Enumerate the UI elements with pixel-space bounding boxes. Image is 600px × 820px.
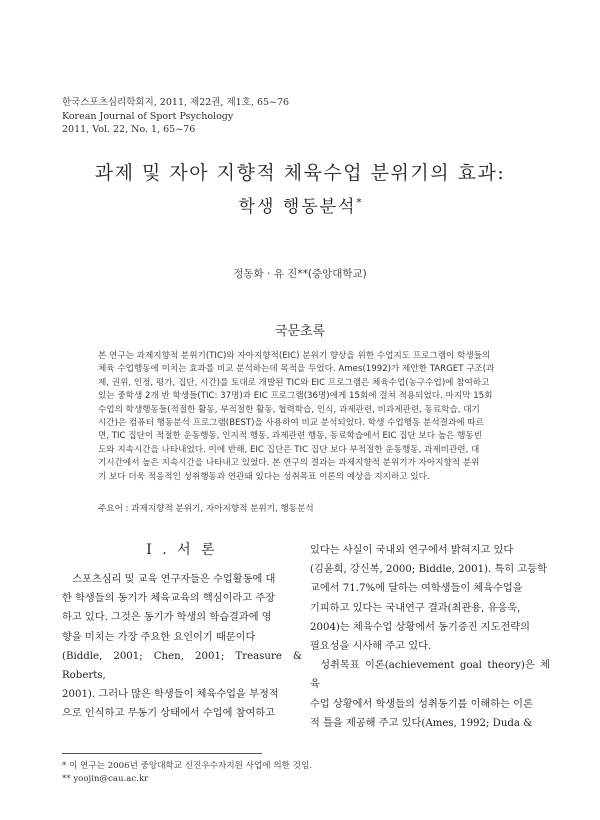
body-line: (Biddle, 2001; Chen, 2001; Treasure & Roberts, [62,650,302,682]
body-line: 2001). 그러나 많은 학생들이 체육수업을 부정적 [62,689,279,701]
paper-title: 과제 및 자아 지향적 체육수업 분위기의 효과: [94,162,506,184]
body-line: (김윤희, 강신복, 2000; Biddle, 2001). 특히 고등학 [310,564,547,576]
abstract-line: 기시간에서 높은 지속시간을 나타내고 있었다. 본 연구의 결과는 과제지향적 분위기가 자아지향적 분위 [98,458,480,469]
abstract-line: 시간)은 컴퓨터 행동분석 프로그램(BEST)을 사용하여 비교 분석되었다. 학생 수업행동 분석결과에 따르 [98,418,484,429]
body-column-right [310,541,550,733]
abstract-line: 도와 지속시간을 나타내었다. 이에 반해, EIC 집단은 TIC 집단 보다 부적절한 운동행동, 과제비관련, 대 [98,444,480,455]
body-line: 성취목표 이론(achievement goal theory)은 체육 [310,660,550,691]
abstract-body [98,350,506,484]
body-line: 으로 인식하고 무동기 상태에서 수업에 참여하고 [62,708,276,720]
paper-subtitle-text: 학생 행동분석 [238,197,357,217]
authors: 정동화 · 유 진**(중앙대학교) [233,268,367,280]
body-line: 2004)는 체육수업 상황에서 동기증진 지도전략의 [310,621,530,633]
abstract-line: 본 연구는 과제지향적 분위기(TIC)와 자아지향적(EIC) 분위기 향상을 위한 수업지도 프로그램이 학생들의 [98,351,491,361]
section-heading: I . 서 론 [146,542,218,558]
body-line: 적 틀을 제공해 주고 있다(Ames, 1992; Duda & [310,717,533,729]
body-line: 향을 미치는 가장 주요한 요인이기 때문이다 [62,631,256,643]
footnote-divider [62,753,262,754]
journal-header [62,96,289,137]
keywords: 주요어 : 과제지향적 분위기, 자아지향적 분위기, 행동분석 [98,504,314,514]
abstract-title: 국문초록 [274,324,326,339]
body-line: 기피하고 있다는 국내연구 결과(최관용, 유응욱, [310,602,521,614]
body-line: 스포츠심리 및 교육 연구자들은 수업활동에 대 [72,574,276,585]
abstract-line: 기 보다 더욱 적응적인 성취행동과 연관돼 있다는 성취목표 이론의 예상을 지지하고 있다. [98,471,430,482]
footnote: ** yoojin@cau.ac.kr [62,774,149,784]
paper-subtitle [0,192,600,217]
body-line: 한 학생들의 동기가 체육교육의 핵심이라고 주장 [62,593,276,605]
abstract-line: 수업의 학생행동들(적절한 활동, 부적절한 활동, 협력학습, 인식, 과제관련, 비과제관련, 동료학습, 대기 [98,404,480,415]
journal-header-line: 한국스포츠심리학회지, 2011, 제22권, 제1호, 65~76 [62,97,290,108]
body-line: 하고 있다. 그것은 동기가 학생의 학습결과에 영 [62,612,272,624]
body-line: 수업 상황에서 학생들의 성취동기를 이해하는 이론 [310,698,533,710]
body-column-left [62,540,302,724]
body-line: 필요성을 시사해 주고 있다. [310,641,432,653]
abstract-line: 제, 권위, 인정, 평가, 집단, 시간)를 토대로 개발된 TIC와 EIC 프로그램은 체육수업(농구수업)에 참여하고 [98,377,490,388]
abstract-line: 면, TIC 집단이 적절한 운동행동, 인지적 행동, 과제관련 행동, 동료학습에서 EIC 집단 보다 높은 행동빈 [98,431,483,442]
abstract-line: 있는 중학생 2개 반 학생들(TIC: 37명)과 EIC 프로그램(36명)에게 15회에 걸쳐 적용되었다. 마지막 15회 [98,391,493,402]
title-footnote-mark: * [356,197,362,209]
abstract-line: 체육 수업행동에 미치는 효과를 비교 분석하는데 목적을 두었다. Ames(1992)가 제안한 TARGET 구조(과 [98,364,495,375]
journal-header-line: 2011, Vol. 22, No. 1, 65~76 [62,124,196,135]
footnotes [62,760,312,786]
body-line: 교에서 71.7%에 달하는 여학생들이 체육수업을 [310,583,523,595]
footnote: * 이 연구는 2006년 중앙대학교 신진우수자지원 사업에 의한 것임. [62,761,312,771]
body-line: 있다는 사실이 국내외 연구에서 밝혀지고 있다 [310,545,514,556]
journal-header-line: Korean Journal of Sport Psychology [62,110,234,122]
